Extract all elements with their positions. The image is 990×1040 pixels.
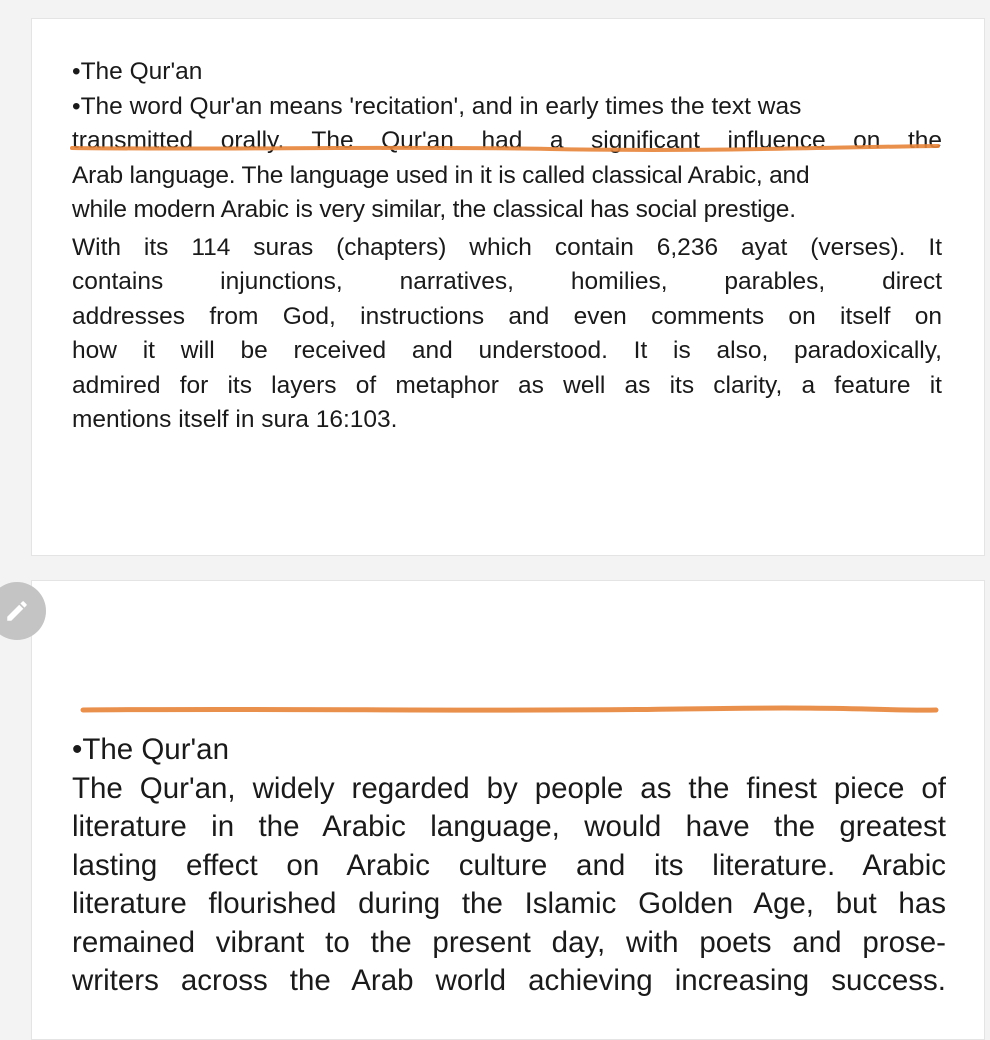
slide-1-line: contains injunctions, narratives, homilies, parables, direct	[72, 268, 942, 295]
slide-2	[31, 580, 985, 1040]
slide-1	[31, 18, 985, 556]
slide-1-line: addresses from God, instructions and even comments on itself on	[72, 302, 942, 330]
slide-2-text	[72, 731, 946, 1001]
slide-1-line: while modern Arabic is very similar, the classical has social prestige.	[72, 196, 796, 223]
slide-2-line: literature flourished during the Islamic Golden Age, but has	[72, 887, 946, 920]
pencil-icon	[4, 598, 30, 624]
slide-2-line: lasting effect on Arabic culture and its literature. Arabic	[72, 848, 946, 882]
slide-1-line: Arab language. The language used in it is called classical Arabic, and	[72, 161, 810, 189]
slide-1-line: transmitted orally. The Qur'an had a significant influence on the	[72, 127, 942, 154]
slide-2-line: literature in the Arabic language, would have the greatest	[72, 810, 946, 843]
slide-1-line: With its 114 suras (chapters) which contain 6,236 ayat (verses). It	[72, 233, 942, 261]
slide-1-line: how it will be received and understood. It is also, paradoxically,	[72, 337, 942, 364]
slide-2-heading: •The Qur'an	[72, 733, 229, 766]
slide-1-text	[72, 55, 942, 438]
slide-2-line: remained vibrant to the present day, with poets and prose-	[72, 925, 946, 959]
slide-1-line: mentions itself in sura 16:103.	[72, 406, 398, 433]
slide-2-line: The Qur'an, widely regarded by people as the finest piece of	[72, 771, 946, 805]
slide-1-heading: •The Qur'an	[72, 58, 203, 85]
slide-1-line: admired for its layers of metaphor as well as its clarity, a feature it	[72, 371, 942, 399]
slide-2-line: writers across the Arab world achieving increasing success.	[72, 964, 946, 997]
slide-1-line: •The word Qur'an means 'recitation', and in early times the text was	[72, 92, 802, 120]
